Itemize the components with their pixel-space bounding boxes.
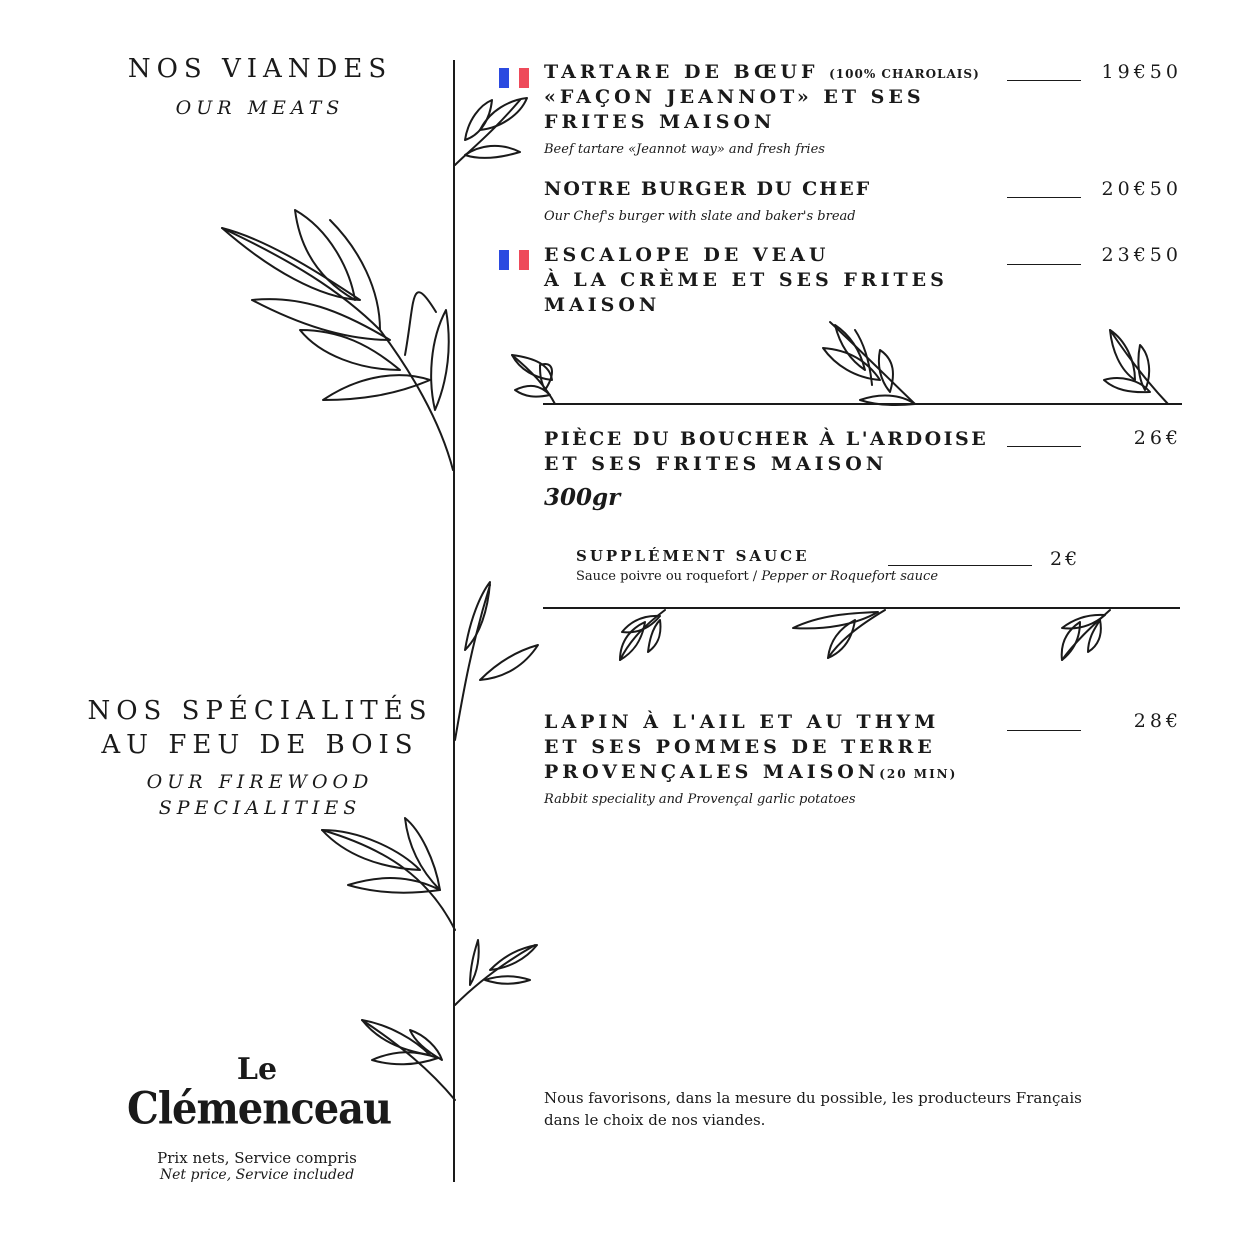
item-5-line-1: LAPIN À L'AIL ET AU THYM <box>544 711 940 733</box>
item-1-desc: Beef tartare «Jeannot way» and fresh fries <box>544 142 825 157</box>
producers-note-line-2: dans le choix de nos viandes. <box>544 1111 766 1129</box>
logo-line-1: Le <box>236 1052 278 1087</box>
item-1-line-1 <box>544 60 980 87</box>
item-5-line-3 <box>544 760 957 787</box>
separator-line <box>543 403 1182 405</box>
section-title-firewood-1: NOS SPÉCIALITÉS <box>87 696 433 726</box>
item-2-line-1: NOTRE BURGER DU CHEF <box>544 178 872 200</box>
logo-line-2: Clémenceau <box>127 1082 392 1135</box>
item-5-line-2: ET SES POMMES DE TERRE <box>544 736 936 758</box>
supplement-desc-en: Pepper or Roquefort sauce <box>761 569 939 584</box>
section-title-firewood-2: AU FEU DE BOIS <box>101 730 419 760</box>
section-subtitle-meats: OUR MEATS <box>175 97 345 119</box>
item-2-desc: Our Chef's burger with slate and baker's bread <box>544 209 856 224</box>
separator-line <box>543 607 1180 609</box>
french-flag-icon <box>499 68 529 88</box>
item-4-line-1: PIÈCE DU BOUCHER À L'ARDOISE <box>544 428 989 450</box>
french-flag-icon <box>499 250 529 270</box>
item-2-price: 20€50 <box>1101 178 1182 200</box>
footer-en: Net price, Service included <box>159 1167 355 1183</box>
item-3-line-2: À LA CRÈME ET SES FRITES <box>544 269 948 291</box>
section-subtitle-firewood-2: SPECIALITIES <box>158 797 362 819</box>
item-4-price: 26€ <box>1133 427 1182 449</box>
item-1-line-3: FRITES MAISON <box>544 111 776 133</box>
supplement-price: 2€ <box>1050 548 1081 570</box>
item-1-line-2: «FAÇON JEANNOT» ET SES <box>544 86 925 108</box>
item-1-name: TARTARE DE BŒUF <box>544 61 819 83</box>
supplement-desc <box>576 569 938 584</box>
item-4-weight: 300gr <box>544 484 621 511</box>
supplement-label: SUPPLÉMENT SAUCE <box>576 547 810 565</box>
item-3-price: 23€50 <box>1101 244 1182 266</box>
item-5-note: (20 MIN) <box>879 767 958 781</box>
item-4-line-2: ET SES FRITES MAISON <box>544 453 888 475</box>
producers-note-line-1: Nous favorisons, dans la mesure du possible, les producteurs Français <box>544 1089 1082 1107</box>
item-3-line-3: MAISON <box>544 294 661 316</box>
item-3-line-1: ESCALOPE DE VEAU <box>544 244 830 266</box>
item-5-desc: Rabbit speciality and Provençal garlic potatoes <box>544 792 856 807</box>
supplement-desc-fr: Sauce poivre ou roquefort / <box>576 569 758 584</box>
item-5-price: 28€ <box>1133 710 1182 732</box>
item-5-name: PROVENÇALES MAISON <box>544 761 880 783</box>
leaf-branch-icon <box>405 292 436 355</box>
item-1-price: 19€50 <box>1101 61 1182 83</box>
section-title-meats: NOS VIANDES <box>127 54 393 84</box>
section-subtitle-firewood-1: OUR FIREWOOD <box>146 771 374 793</box>
footer-fr: Prix nets, Service compris <box>157 1149 357 1167</box>
item-1-note: (100% CHAROLAIS) <box>829 67 980 81</box>
price-leader <box>888 565 1032 566</box>
vertical-divider <box>453 60 455 1182</box>
